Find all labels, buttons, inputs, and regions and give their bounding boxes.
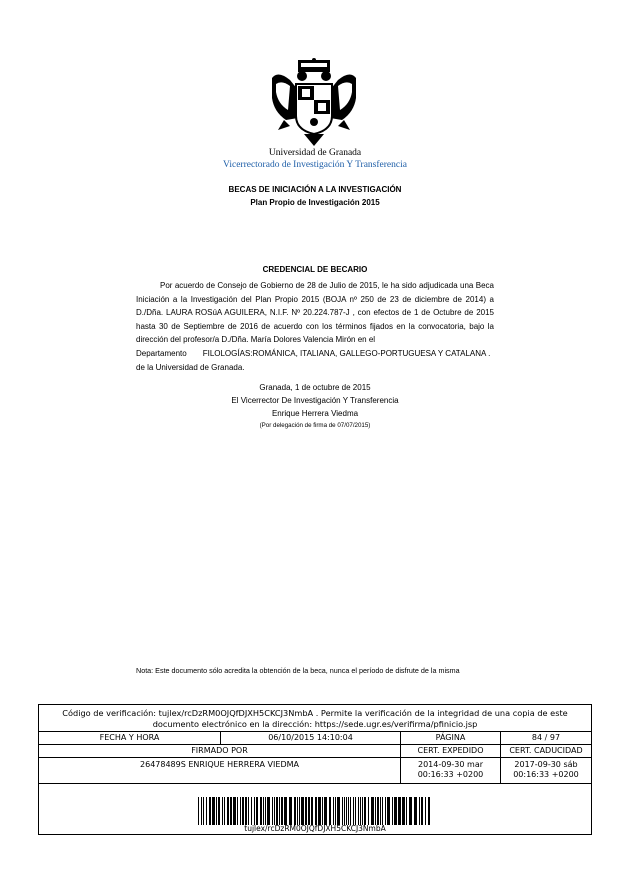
- department-name: FILOLOGÍAS:ROMÁNICA, ITALIANA, GALLEGO-PORTUGUESA Y CATALANA .: [202, 348, 491, 358]
- footnote: Nota: Este documento sólo acredita la obtención de la beca, nunca el período de disfrute de la misma: [136, 666, 460, 675]
- page-label-cell: [400, 732, 500, 744]
- signer-cell: [39, 758, 400, 783]
- cert-expiry-label-cell: [500, 745, 591, 757]
- place-date: Granada, 1 de octubre de 2015: [259, 383, 371, 392]
- barcode-text: tujlex/rcDzRM0OJQfDJXH5CKCJ3NmbA: [244, 824, 386, 833]
- program-subtitle: Plan Propio de Investigación 2015: [250, 198, 380, 207]
- vicerrectorado-name: Vicerrectorado de Investigación Y Transferencia: [223, 160, 407, 170]
- date-label-cell: [39, 732, 220, 744]
- delegation-note: (Por delegación de firma de 07/07/2015): [259, 422, 371, 429]
- cert-expiry-cell: [500, 758, 591, 783]
- signed-by-label: FIRMADO POR: [191, 746, 248, 755]
- verification-box: [38, 704, 592, 835]
- cert-expiry-value: 2017-09-30 sáb 00:16:33 +0200: [513, 760, 579, 779]
- signer-id: 26478489S ENRIQUE HERRERA VIEDMA: [140, 760, 299, 769]
- university-crest-icon: [268, 58, 360, 148]
- signer-name: Enrique Herrera Viedma: [271, 409, 359, 418]
- department-tail: de la Universidad de Granada.: [136, 362, 245, 372]
- page-value: 84 / 97: [531, 733, 561, 742]
- signed-by-label-cell: [39, 745, 400, 757]
- barcode-icon: [198, 797, 432, 825]
- barcode-area: [39, 784, 591, 834]
- body-paragraph: [136, 279, 494, 374]
- cert-issued-label-cell: [400, 745, 500, 757]
- date-row: [39, 732, 591, 745]
- date-value: 06/10/2015 14:10:04: [268, 733, 353, 742]
- cert-expiry-label: CERT. CADUCIDAD: [509, 746, 583, 755]
- signature-header-row: [39, 745, 591, 758]
- cert-issued-value: 2014-09-30 mar 00:16:33 +0200: [417, 760, 484, 779]
- department-line: [136, 347, 494, 361]
- cert-issued-label: CERT. EXPEDIDO: [417, 746, 484, 755]
- body-text: Por acuerdo de Consejo de Gobierno de 28 de Julio de 2015, le ha sido adjudicada una Beca Iniciación a la Investigación del Plan Propio 2015 (BOJA nº 250 de 23 de diciembre de 2014) a D./Dña. LAURA ROSúA AGUILERA, N.I.F. Nº 20.224.787-J , con efectos de 1 de Octubre de 2015 hasta 30 de Septiembre de 2016 de acuerdo con los términos fijados en la convocatoria, bajo la dirección del profesor/a D./Dña. María Dolores Valencia Mirón en el: [136, 281, 494, 345]
- document-title: CREDENCIAL DE BECARIO: [262, 265, 368, 274]
- signature-row: [39, 758, 591, 784]
- cert-issued-cell: [400, 758, 500, 783]
- date-label: FECHA Y HORA: [99, 733, 160, 742]
- page-value-cell: [500, 732, 591, 744]
- department-label: Departamento: [136, 348, 187, 358]
- page-label: PÁGINA: [435, 733, 466, 742]
- university-name: Universidad de Granada: [268, 148, 362, 158]
- program-title: BECAS DE INICIACIÓN A LA INVESTIGACIÓN: [228, 185, 402, 194]
- verification-text: Código de verificación: tujlex/rcDzRM0OJQfDJXH5CKCJ3NmbA . Permite la verificación de la integridad de una copia de este documento electrónico en la dirección: https://sede.ugr.es/verifirma/pfinicio.jsp: [39, 705, 591, 732]
- date-value-cell: [220, 732, 400, 744]
- signer-role: El Vicerrector De Investigación Y Transferencia: [231, 396, 399, 405]
